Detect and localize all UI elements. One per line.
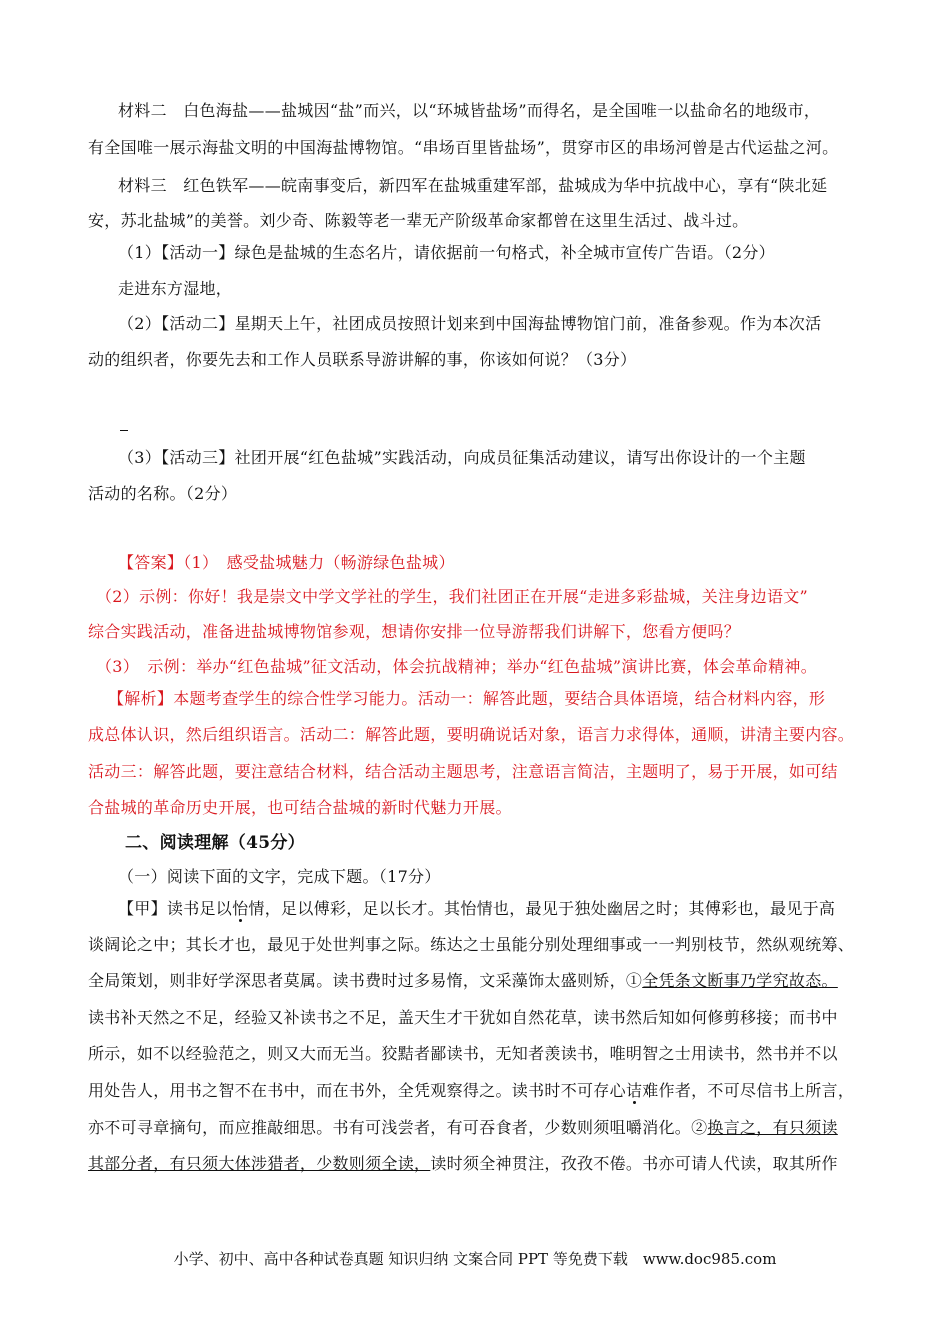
analysis-line-1: 【解析】本题考查学生的综合性学习能力。活动一：解答此题，要结合具体语境，结合材料内容，形 — [108, 689, 826, 708]
answer-blank — [120, 430, 128, 431]
answer-3: （3） 示例：举办“红色盐城”征文活动，体会抗战精神；举办“红色盐城”演讲比赛，体会革命精神。 — [96, 657, 817, 676]
question-1-prompt: 走进东方湿地， — [118, 279, 233, 298]
section-instruction: （一）阅读下面的文字，完成下题。（17分） — [118, 867, 441, 886]
material-three-line-1: 材料三 红色铁军——皖南事变后，新四军在盐城重建军部，盐城成为华中抗战中心，享有“陕北延 — [118, 176, 828, 195]
emphasis-char: 怡 — [232, 899, 249, 918]
question-3-line-2: 活动的名称。（2分） — [88, 484, 238, 503]
analysis-line-4: 合盐城的革命历史开展，也可结合盐城的新时代魅力开展。 — [88, 798, 512, 817]
page-footer: 小学、初中、高中各种试卷真题 知识归纳 文案合同 PPT 等免费下载 www.doc985.com — [173, 1250, 777, 1268]
section-heading: 二、阅读理解（45分） — [125, 833, 305, 853]
answer-2-line-2: 综合实践活动，准备进盐城博物馆参观，想请你安排一位导游帮我们讲解下，您看方便吗？ — [88, 622, 741, 641]
emphasis-char: 诘 — [625, 1081, 643, 1100]
underlined-sentence-1: 全凭条文断事乃学究故态。 — [642, 971, 838, 990]
material-two-line-2: 有全国唯一展示海盐文明的中国海盐博物馆。“串场百里皆盐场”，贯穿市区的串场河曾是古代运盐之河。 — [88, 138, 839, 157]
passage-line-8: 其部分者，有只须大体涉猎者，少数则须全读，读时须全神贯注，孜孜不倦。书亦可请人代读，取其所作 — [88, 1154, 838, 1173]
analysis-line-3: 活动三：解答此题，要注意结合材料，结合活动主题思考，注意语言简洁，主题明了，易于开展，如可结 — [88, 762, 838, 781]
material-two-line-1: 材料二 白色海盐——盐城因“盐”而兴，以“环城皆盐场”而得名，是全国唯一以盐命名的地级市， — [118, 101, 821, 120]
passage-line-4: 读书补天然之不足，经验又补读书之不足，盖天生才干犹如自然花草，读书然后知如何修剪移接；而书中 — [88, 1008, 838, 1027]
question-2-line-1: （2）【活动二】星期天上午，社团成员按照计划来到中国海盐博物馆门前，准备参观。作为本次活 — [118, 314, 822, 333]
question-2-line-2: 动的组织者，你要先去和工作人员联系导游讲解的事，你该如何说？（3分） — [88, 350, 637, 369]
passage-line-3: 全局策划，则非好学深思者莫属。读书费时过多易惰，文采藻饰太盛则矫，①全凭条文断事乃学究故态。 — [88, 971, 838, 990]
passage-line-7: 亦不可寻章摘句，而应推敲细思。书有可浅尝者，有可吞食者，少数则须咀嚼消化。②换言之，有只须读 — [88, 1118, 838, 1137]
material-three-line-2: 安，苏北盐城”的美誉。刘少奇、陈毅等老一辈无产阶级革命家都曾在这里生活过、战斗过。 — [88, 211, 749, 230]
question-3-line-1: （3）【活动三】社团开展“红色盐城”实践活动，向成员征集活动建议，请写出你设计的一个主题 — [118, 448, 806, 467]
passage-line-5: 所示，如不以经验范之，则又大而无当。狡黠者鄙读书，无知者羡读书，唯明智之士用读书，然书并不以 — [88, 1044, 838, 1063]
analysis-line-2: 成总体认识，然后组织语言。活动二：解答此题，要明确说话对象，语言力求得体，通顺，讲清主要内容。 — [88, 725, 855, 744]
passage-line-2: 谈阔论之中；其长才也，最见于处世判事之际。练达之士虽能分别处理细事或一一判别枝节，然纵观统筹、 — [88, 935, 855, 954]
answer-1: 【答案】（1） 感受盐城魅力（畅游绿色盐城） — [118, 553, 455, 572]
passage-line-6: 用处告人，用书之智不在书中，而在书外，全凭观察得之。读书时不可存心诘难作者，不可尽信书上所言， — [88, 1081, 855, 1100]
passage-line-1: 【甲】读书足以怡情，足以傅彩，足以长才。其怡情也，最见于独处幽居之时；其傅彩也，最见于高 — [118, 899, 836, 918]
underlined-sentence-2-cont: 其部分者，有只须大体涉猎者，少数则须全读， — [88, 1154, 431, 1173]
question-1: （1）【活动一】绿色是盐城的生态名片，请依据前一句格式，补全城市宣传广告语。（2分） — [118, 243, 775, 262]
answer-2-line-1: （2）示例：你好！我是崇文中学文学社的学生，我们社团正在开展“走进多彩盐城，关注身边语文” — [96, 587, 809, 606]
underlined-sentence-2: 换言之，有只须读 — [707, 1118, 838, 1137]
